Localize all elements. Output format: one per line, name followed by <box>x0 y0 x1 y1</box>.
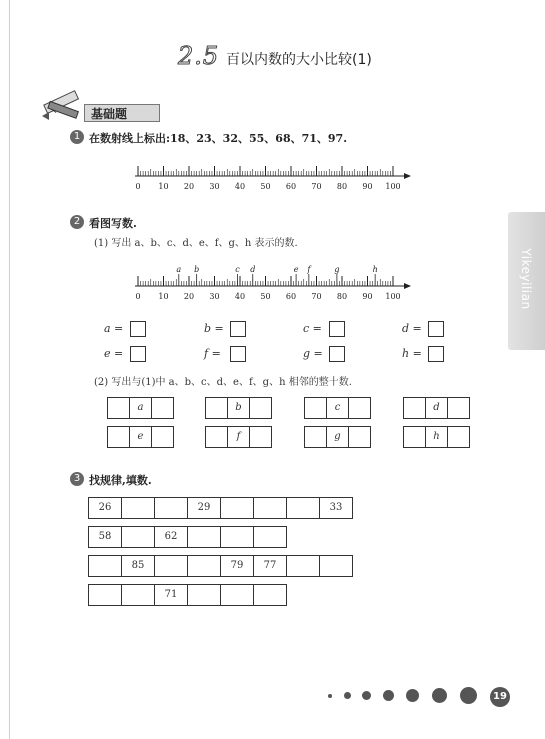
neighbor-letter: h <box>426 427 448 447</box>
answer-label: e = <box>104 347 124 360</box>
answer-box[interactable] <box>428 346 444 362</box>
sequence-row <box>88 584 287 606</box>
tick-label: 30 <box>209 182 220 191</box>
sequence-blank-cell[interactable] <box>221 498 254 518</box>
answer-label: c = <box>303 322 322 335</box>
neighbor-box-group <box>304 426 371 448</box>
sequence-blank-cell[interactable] <box>254 585 286 605</box>
neighbor-input-cell[interactable] <box>206 427 228 447</box>
question-1-number: 1 <box>70 130 84 144</box>
neighbor-input-cell[interactable] <box>206 398 228 418</box>
footer-dot <box>432 688 447 703</box>
question-1-text: 在数射线上标出:18、23、32、55、68、71、97. <box>89 132 348 145</box>
lesson-title: 百以内数的大小比较(1) <box>226 52 372 68</box>
neighbor-box-group <box>304 397 371 419</box>
sequence-given-cell: 77 <box>254 556 287 576</box>
tick-label: 70 <box>311 292 322 301</box>
mark-label: b <box>194 265 200 274</box>
footer-dot <box>362 691 371 700</box>
neighbor-letter: g <box>327 427 349 447</box>
page-number: 19 <box>490 687 510 707</box>
question-2-number: 2 <box>70 215 84 229</box>
neighbor-input-cell[interactable] <box>108 427 130 447</box>
sequence-row <box>88 555 353 577</box>
tick-label: 100 <box>385 292 401 301</box>
sequence-given-cell: 71 <box>155 585 188 605</box>
neighbor-input-cell[interactable] <box>305 398 327 418</box>
tick-label: 90 <box>362 292 373 301</box>
tick-label: 80 <box>336 292 348 301</box>
mark-label: c <box>235 265 240 274</box>
neighbor-box-group <box>205 426 272 448</box>
pencil-ruler-icon <box>40 90 84 124</box>
question-2-part-2: (2) 写出与(1)中 a、b、c、d、e、f、g、h 相邻的整十数. <box>94 377 352 388</box>
sequence-row <box>88 497 353 519</box>
mark-label: d <box>250 265 256 274</box>
neighbor-input-cell[interactable] <box>108 398 130 418</box>
sequence-blank-cell[interactable] <box>221 527 254 547</box>
sequence-given-cell: 29 <box>188 498 221 518</box>
sequence-blank-cell[interactable] <box>320 556 352 576</box>
neighbor-input-cell[interactable] <box>305 427 327 447</box>
neighbor-input-cell[interactable] <box>448 398 469 418</box>
number-line-1[interactable] <box>128 155 418 195</box>
answer-box[interactable] <box>329 321 345 337</box>
tick-label: 30 <box>209 292 220 301</box>
tick-label: 0 <box>135 182 141 191</box>
neighbor-letter: f <box>228 427 250 447</box>
answer-label: b = <box>204 322 224 335</box>
sequence-blank-cell[interactable] <box>122 585 155 605</box>
sequence-given-cell: 79 <box>221 556 254 576</box>
tick-label: 20 <box>183 292 195 301</box>
neighbor-input-cell[interactable] <box>250 427 271 447</box>
answer-label: h = <box>402 347 422 360</box>
answer-box[interactable] <box>130 321 146 337</box>
sequence-blank-cell[interactable] <box>188 527 221 547</box>
answer-box[interactable] <box>428 321 444 337</box>
tick-label: 10 <box>158 292 169 301</box>
sequence-given-cell: 62 <box>155 527 188 547</box>
footer-dot <box>344 692 351 699</box>
mark-label: a <box>176 265 182 274</box>
neighbor-input-cell[interactable] <box>448 427 469 447</box>
question-3-number: 3 <box>70 472 84 486</box>
tick-label: 50 <box>260 182 271 191</box>
sequence-blank-cell[interactable] <box>122 498 155 518</box>
sequence-given-cell: 33 <box>329 502 343 513</box>
tick-label: 50 <box>260 292 271 301</box>
footer-dot <box>460 687 477 704</box>
neighbor-box-group <box>107 426 174 448</box>
answer-box[interactable] <box>329 346 345 362</box>
answer-box[interactable] <box>230 321 246 337</box>
tick-label: 0 <box>135 292 141 301</box>
answer-box[interactable] <box>230 346 246 362</box>
footer-dot <box>383 690 394 701</box>
tick-label: 100 <box>385 182 401 191</box>
tick-label: 60 <box>285 182 297 191</box>
neighbor-box-group <box>403 397 470 419</box>
sequence-blank-cell[interactable] <box>221 585 254 605</box>
sequence-row <box>88 526 287 548</box>
section-label: 基础题 <box>84 104 160 122</box>
answer-label: g = <box>303 347 323 360</box>
sequence-blank-cell[interactable] <box>89 556 122 576</box>
mark-label: g <box>334 265 340 274</box>
sequence-given-cell: 58 <box>89 527 122 547</box>
mark-label: h <box>372 265 378 274</box>
neighbor-input-cell[interactable] <box>250 398 271 418</box>
tick-label: 20 <box>183 182 195 191</box>
neighbor-letter: c <box>327 398 349 418</box>
neighbor-input-cell[interactable] <box>152 398 173 418</box>
question-3-text: 找规律,填数. <box>89 474 152 487</box>
neighbor-box-group <box>205 397 272 419</box>
sequence-blank-cell[interactable] <box>122 527 155 547</box>
sequence-blank-cell[interactable] <box>254 527 286 547</box>
neighbor-letter: e <box>130 427 152 447</box>
mark-label: e <box>293 265 299 274</box>
sequence-blank-cell[interactable] <box>287 556 320 576</box>
number-line-2 <box>128 255 418 310</box>
tick-label: 60 <box>285 292 297 301</box>
neighbor-box-group <box>403 426 470 448</box>
sequence-given-cell: 26 <box>89 498 122 518</box>
footer-dot <box>406 689 419 702</box>
answer-box[interactable] <box>130 346 146 362</box>
side-tab-label: Yikeyilian <box>519 248 533 310</box>
tick-label: 40 <box>234 292 246 301</box>
lesson-number: 2.5 <box>178 42 220 70</box>
tick-label: 10 <box>158 182 169 191</box>
sequence-blank-cell[interactable] <box>254 498 287 518</box>
sequence-blank-cell[interactable] <box>188 556 221 576</box>
question-2-part-1: (1) 写出 a、b、c、d、e、f、g、h 表示的数. <box>94 238 298 249</box>
sequence-blank-cell[interactable] <box>89 585 122 605</box>
axis-arrow <box>404 173 411 179</box>
sequence-given-cell: 85 <box>122 556 155 576</box>
page-left-rule <box>9 0 10 739</box>
neighbor-letter: a <box>130 398 152 418</box>
tick-label: 80 <box>336 182 348 191</box>
question-2-text: 看图写数. <box>89 217 137 230</box>
axis-arrow <box>404 283 411 289</box>
mark-label: f <box>307 265 311 274</box>
sequence-blank-cell[interactable] <box>155 498 188 518</box>
tick-label: 70 <box>311 182 322 191</box>
answer-label: f = <box>204 347 221 360</box>
neighbor-letter: d <box>426 398 448 418</box>
answer-label: d = <box>402 322 422 335</box>
answer-label: a = <box>104 322 124 335</box>
neighbor-input-cell[interactable] <box>349 427 370 447</box>
tick-label: 40 <box>234 182 246 191</box>
sequence-blank-cell[interactable] <box>287 498 320 518</box>
neighbor-input-cell[interactable] <box>152 427 173 447</box>
neighbor-box-group <box>107 397 174 419</box>
neighbor-input-cell[interactable] <box>404 427 426 447</box>
neighbor-letter: b <box>228 398 250 418</box>
sequence-blank-cell[interactable] <box>188 585 221 605</box>
sequence-blank-cell[interactable] <box>155 556 188 576</box>
footer-dot <box>328 694 332 698</box>
neighbor-input-cell[interactable] <box>349 398 370 418</box>
neighbor-input-cell[interactable] <box>404 398 426 418</box>
tick-label: 90 <box>362 182 373 191</box>
